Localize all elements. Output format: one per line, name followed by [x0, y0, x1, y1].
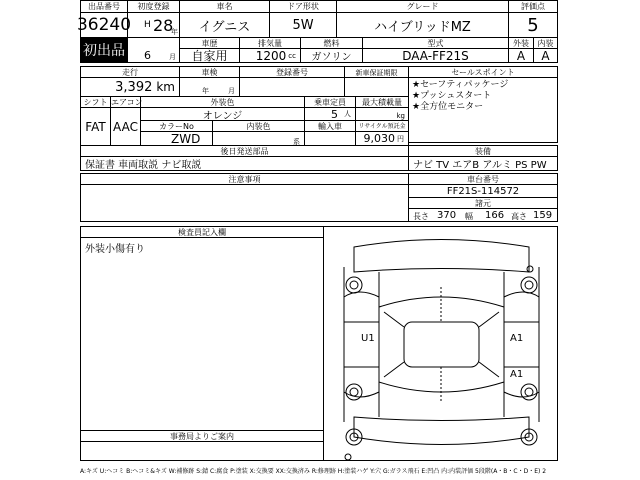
damage-mark-left-door: U1: [361, 333, 375, 344]
fuel-header: 燃料: [300, 37, 363, 49]
first-reg-header: 初度登録: [127, 0, 180, 13]
notes-header: 注意事項: [80, 173, 409, 185]
height-value: 159: [533, 210, 553, 221]
dimensions-value: [408, 208, 558, 222]
exterior-header: 外装: [508, 37, 534, 49]
warranty-header: 新車保証期限: [344, 66, 409, 78]
height-label: 高さ: [511, 212, 527, 221]
import-value: [304, 131, 356, 146]
ac-header: エアコン: [111, 98, 143, 107]
office-notes-box: [80, 441, 324, 461]
specs-header: 諸元: [408, 197, 558, 209]
sales-points-header: セールスポイント: [408, 66, 558, 78]
recycle-fee-value: 9,030: [363, 132, 395, 145]
sales-point-3: ★全方位モニター: [412, 102, 484, 112]
category-value: 自家用: [179, 48, 240, 63]
chassis-header: 車台番号: [408, 173, 558, 185]
attached-parts-value: 保証書 車両取説 ナビ取説: [80, 156, 409, 171]
inspector-notes-box: [80, 237, 324, 431]
recycle-unit: 円: [397, 134, 404, 143]
equipment-value: ナビ TV エアB アルミ PS PW: [408, 156, 558, 171]
max-load-header: 最大積載量: [355, 96, 409, 108]
capacity-header: 乗車定員: [304, 96, 356, 108]
model-header: 型式: [362, 37, 509, 49]
shift-header: シフト: [80, 96, 111, 108]
exterior-grade: A: [508, 48, 534, 63]
registration-value: [239, 77, 345, 97]
load-unit: kg: [396, 112, 405, 120]
first-reg-year-value: 28: [153, 16, 174, 35]
registration-header: 登録番号: [239, 66, 345, 78]
drive-value: ZWD: [140, 131, 213, 146]
inspector-header: 検査員記入欄: [80, 226, 324, 238]
recycle-header: リサイクル預託金: [355, 120, 409, 132]
category-header: 車歴: [179, 37, 240, 49]
office-header: 事務局よりご案内: [80, 430, 324, 442]
grade-value: ハイブリッドMZ: [336, 12, 509, 38]
notes-value: [80, 184, 409, 222]
displacement: [239, 48, 301, 63]
import-header: 輸入車: [304, 120, 356, 132]
score-header: 評価点: [508, 0, 558, 13]
model-value: DAA-FF21S: [362, 48, 509, 63]
inspection-year-unit: 年: [202, 87, 209, 95]
lot-no-header: 出品番号: [80, 0, 128, 13]
mileage-unit: km: [156, 80, 175, 94]
displacement-header: 排気量: [239, 37, 301, 49]
car-name: イグニス: [179, 12, 270, 38]
shift-value: FAT: [80, 107, 111, 146]
width-value: 166: [485, 210, 505, 221]
inspection-month-unit: 月: [228, 87, 235, 95]
recycle-fee: [355, 131, 409, 146]
legend-footer: A:キズ U:ヘコミ B:ヘコミ&キズ W:補修跡 S:錆 C:腐食 P:塗装 X:交換要 XX:交換済み R:修理跡 H:塗装ハゲ Y:穴 G:ガラス飛石 E:凹凸 内:内装評価 5段階(A・B・C・D・E) 2: [80, 468, 547, 475]
width-label: 幅: [465, 212, 473, 221]
inspection-header: 車検: [179, 66, 240, 78]
sales-point-2: ★プッシュスタート: [412, 91, 492, 101]
mileage: [80, 77, 180, 97]
grade-header: グレード: [336, 0, 509, 13]
interior-grade: A: [533, 48, 558, 63]
interior-header: 内装: [533, 37, 558, 49]
damage-mark-right-rear-door: A1: [510, 369, 524, 380]
max-load-value: [355, 107, 409, 121]
era-label: H: [144, 20, 151, 30]
sales-point-1: ★セーフティパッケージ: [412, 80, 509, 90]
mileage-value: 3,392: [115, 79, 153, 95]
int-color-header: 内装色: [212, 120, 305, 132]
inspector-note: 外装小傷有り: [85, 244, 145, 255]
displacement-unit: cc: [288, 51, 296, 60]
length-value: 370: [437, 210, 457, 221]
ext-color-header: 外装色: [140, 96, 305, 108]
door-type: 5W: [269, 12, 337, 38]
length-label: 長さ: [413, 212, 429, 221]
capacity: [304, 107, 356, 121]
capacity-unit: 人: [344, 110, 351, 118]
ext-color-value: オレンジ: [140, 107, 305, 121]
capacity-value: 5: [331, 107, 338, 121]
first-reg-year: [127, 12, 180, 38]
lot-number: 36240: [80, 12, 128, 38]
first-reg-month-value: 6: [144, 49, 151, 62]
year-unit: 年: [171, 28, 178, 36]
sales-points-box: [408, 77, 558, 143]
damage-mark-right-front-door: A1: [510, 333, 524, 344]
damage-diagram: [323, 226, 558, 461]
displacement-value: 1200: [255, 48, 287, 63]
mileage-header: 走行: [80, 66, 180, 78]
color-no-header: カラーNo: [140, 120, 213, 132]
equipment-header: 装備: [408, 145, 558, 157]
attached-parts-header: 後日発送部品: [80, 145, 409, 157]
int-color-value: [212, 131, 305, 146]
first-reg-month: [127, 37, 180, 63]
door-header: ドア形状: [269, 0, 337, 13]
warranty-value: [344, 77, 409, 97]
car-outline-diagram: [324, 227, 559, 462]
score-value: 5: [508, 12, 558, 38]
month-unit: 月: [169, 53, 176, 61]
int-color-unit: 系: [293, 138, 300, 146]
first-listing-badge: 初出品: [80, 37, 128, 63]
ac-value: AAC: [110, 107, 141, 146]
fuel-value: ガソリン: [300, 48, 363, 63]
car-name-header: 車名: [179, 0, 270, 13]
inspection-value: [179, 77, 240, 97]
chassis-value: FF21S-114572: [408, 184, 558, 198]
